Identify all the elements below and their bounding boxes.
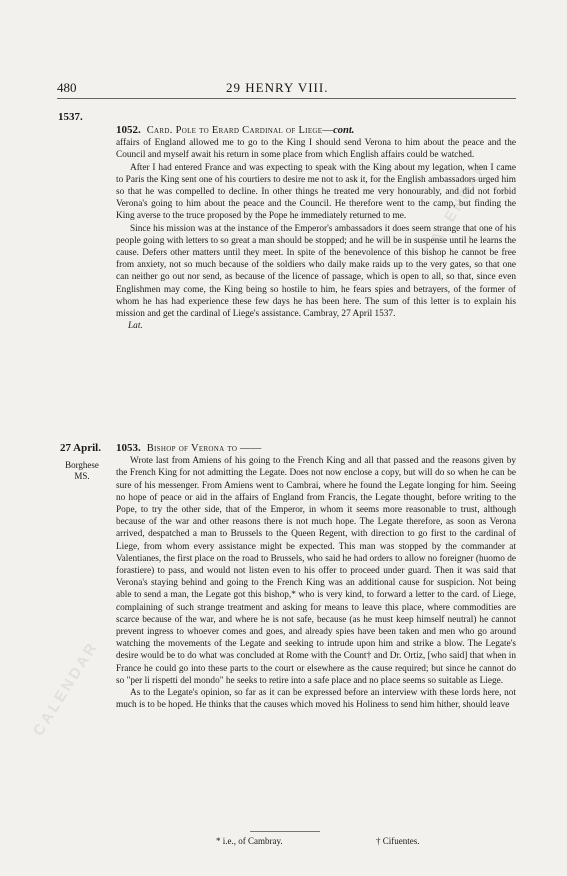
entry-number: 1053. xyxy=(116,442,141,454)
entry-title: Bishop of Verona to —— xyxy=(146,443,262,454)
footnote-1: * i.e., of Cambray. xyxy=(216,836,283,846)
entry-cont: cont. xyxy=(333,125,355,136)
paragraph: As to the Legate's opinion, so far as it can be expressed before an interview with these lords here, not much is to be hoped. He thinks that the causes which moved his Holiness to send him hither, should leave xyxy=(116,688,516,711)
watermark: CALENDAR xyxy=(30,638,102,740)
running-title: 29 HENRY VIII. xyxy=(226,80,329,95)
entry-1053 xyxy=(116,442,516,711)
watermark: CALENDAR xyxy=(420,158,492,260)
footnote-rule xyxy=(250,831,320,832)
entry-1052 xyxy=(116,124,516,332)
entry-number: 1052. xyxy=(116,124,141,136)
paragraph: Since his mission was at the instance of the Emperor's ambassadors it does seem strange that one of his people going with letters to so great a man should be stopped; and he will be in suspense until he learns the cause. Defers other matters until they meet. In spite of the benevolence of this bishop he cannot be free from anxiety, not so much because of the soldiers who daily make raids up to the very gates, so that one can neither go out nor send, as because of the licence of passage, which is open to all, so that, since even Englishmen may come, the King being so hostile to him, he fears spies and betrayers, of the former of whom he has had experience these few days he has been here. The sum of this letter is to explain his mission and get the cardinal of Liege's assistance. Cambray, 27 April 1537. xyxy=(116,223,516,320)
entry-1052-heading xyxy=(116,124,516,137)
paragraph: After I had entered France and was expecting to speak with the King about my legation, when I came to Paris the King sent one of his courtiers to desire me not to ask it, for the English ambassadors urged him so that he was compelled to decline. In other things he treated me very honourably, and did not forbid Verona's going to him about the peace and the Council. He therefore went to the camp, but finding the King averse to the truce proposed by the Pope he immediately returned to me. xyxy=(116,162,516,222)
paragraph: affairs of England allowed me to go to the King I should send Verona to him about the peace and the Council and myself await his return in some place from which English affairs could be watched. xyxy=(116,138,516,161)
footnote-2: † Cifuentes. xyxy=(376,836,420,846)
entry-1053-heading xyxy=(116,442,516,455)
language-note: Lat. xyxy=(128,321,143,332)
header-rule xyxy=(57,98,516,99)
margin-year: 1537. xyxy=(58,111,83,123)
margin-source: Borghese MS. xyxy=(65,460,99,481)
margin-date: 27 April. xyxy=(60,442,101,454)
paragraph: Wrote last from Amiens of his going to the French King and all that passed and the reasons given by the French King for not admitting the Legate. Does not now enclose a copy, but will do so when he can be sure of his messenger. From Amiens went to Cambrai, where he found the Legate longing for him. Seeing no hope of peace or aid in the affairs of England from Francis, the Legate thought, before writing to the Pope, to try the other side, that of the Emperor, in whom it seems more reasonable to trust, although because of the war and other reasons there is not much hope. The Legate therefore, as soon as Verona arrived, despatched a man to Brussels to the Queen Regent, with direction to go first to the cardinal of Liege, from whom every assistance might be expected. This man was stopped by the commander at Valentianes, the first place on the road to Brussels, who said he had orders to allow no foreigner (huomo de forastiere) to pass, and would not listen even to his offer to proceed under guard. Then it was said that Verona's staying behind and going to the French King was an additional cause for suspicion. Not being able to send a man, the Legate got this bishop,* who is very kind, to forward a letter to the card. of Liege, complaining of such strange treatment and asking for means to leave this place, where commodities are scarce because of the war, and where he is not safe, because (as he must keep himself neutral) he cannot prevent ingress to whoever comes and goes, and already spies have been taken and men who go around watching the movements of the Legate and seeking to intrude upon him and strike a blow. The Legate's desire would be to do what was concluded at Rome with the Count† and Dr. Ortiz, [who said] that when in France he could go into these parts to the court or elsewhere as the cause required; but since he cannot do so "per li rispetti del mondo" he seeks to retire into a safe place and no place seems so suitable as Liege. xyxy=(116,456,516,686)
page-number: 480 xyxy=(57,80,77,95)
entry-title: Card. Pole to Erard Cardinal of Liege— xyxy=(146,125,334,136)
